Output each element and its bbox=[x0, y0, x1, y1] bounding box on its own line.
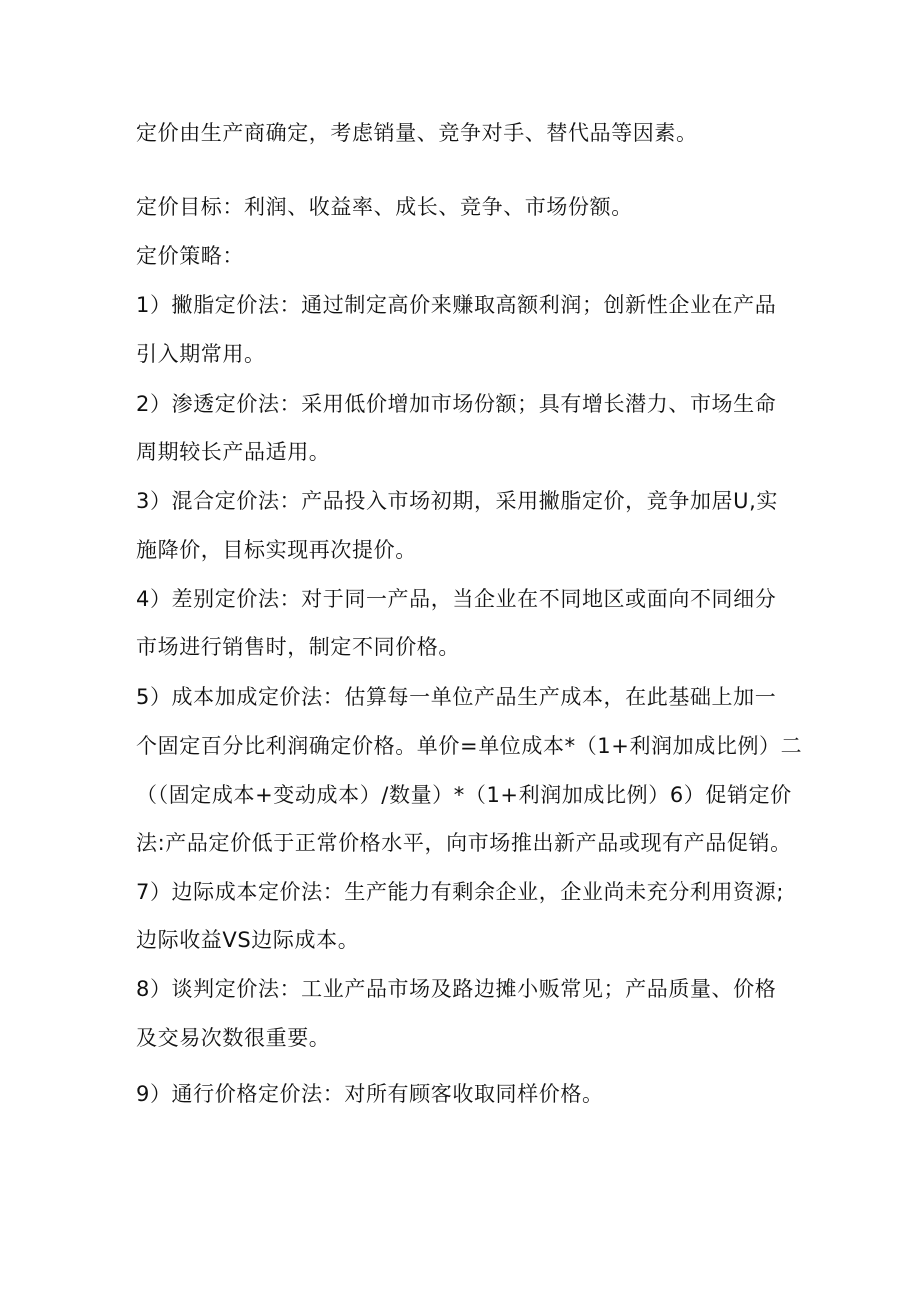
text-line: 定价策略： bbox=[136, 244, 244, 268]
text-line: 2）渗透定价法：采用低价增加市场份额；具有增长潜力、市场生命 bbox=[136, 392, 777, 416]
text-line: 定价目标：利润、收益率、成长、竞争、市场份额。 bbox=[136, 195, 633, 219]
text-line: 8）谈判定价法：工业产品市场及路边摊小贩常见；产品质量、价格 bbox=[136, 977, 777, 1001]
text-line: 周期较长产品适用。 bbox=[136, 440, 331, 464]
text-line: 定价由生产商确定，考虑销量、竞争对手、替代品等因素。 bbox=[136, 121, 698, 145]
text-line: 9）通行价格定价法：对所有顾客收取同样价格。 bbox=[136, 1082, 604, 1106]
text-line: 边际收益VS边际成本。 bbox=[136, 928, 360, 952]
text-line: （（固定成本+变动成本）/数量）*（1+利润加成比例）6）促销定价 bbox=[136, 783, 792, 807]
text-line: 施降价，目标实现再次提价。 bbox=[136, 538, 417, 562]
text-line: 个固定百分比利润确定价格。单价=单位成本*（1+利润加成比例）二 bbox=[136, 734, 803, 758]
text-line: 1）撇脂定价法：通过制定高价来赚取高额利润；创新性企业在产品 bbox=[136, 293, 777, 317]
text-line: 市场进行销售时，制定不同价格。 bbox=[136, 635, 460, 659]
text-line: 4）差别定价法：对于同一产品，当企业在不同地区或面向不同细分 bbox=[136, 587, 777, 611]
text-line: 7）边际成本定价法：生产能力有剩余企业，企业尚未充分利用资源; bbox=[136, 880, 785, 904]
text-line: 5）成本加成定价法：估算每一单位产品生产成本，在此基础上加一 bbox=[136, 685, 777, 709]
text-line: 引入期常用。 bbox=[136, 342, 266, 366]
text-line: 及交易次数很重要。 bbox=[136, 1026, 331, 1050]
text-line: 3）混合定价法：产品投入市场初期，采用撇脂定价，竞争加居U,实 bbox=[136, 489, 779, 513]
text-line: 法:产品定价低于正常价格水平，向市场推出新产品或现有产品促销。 bbox=[136, 831, 792, 855]
